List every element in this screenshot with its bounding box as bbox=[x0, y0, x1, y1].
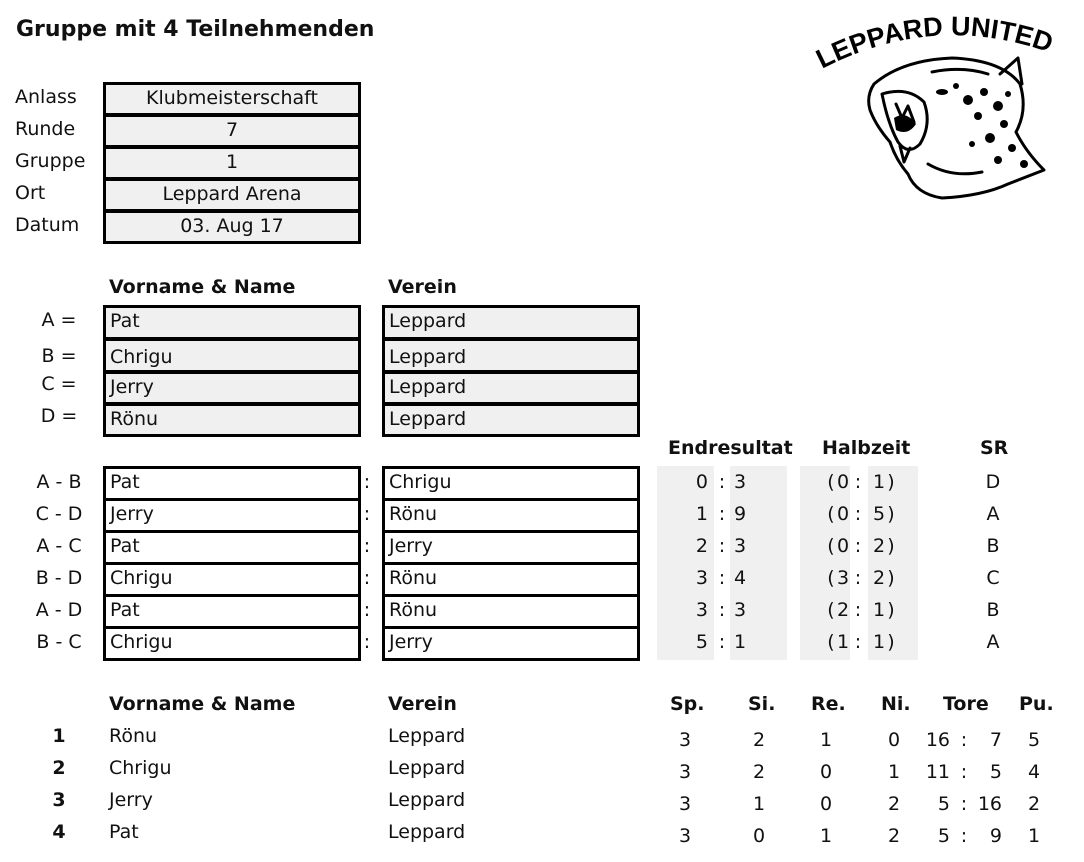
match-pair-label: C - D bbox=[35, 503, 83, 525]
standings-header-sp: Sp. bbox=[670, 693, 705, 715]
standing-tore-for: 11 bbox=[925, 761, 950, 783]
info-label-datum: Datum bbox=[15, 214, 80, 236]
standing-si: 2 bbox=[752, 761, 766, 783]
matches-header-ref: SR bbox=[980, 437, 1009, 459]
standing-pu: 5 bbox=[1027, 729, 1041, 751]
standings-header-re: Re. bbox=[811, 693, 846, 715]
half-score-1[interactable]: 0 bbox=[836, 535, 850, 557]
referee[interactable]: B bbox=[986, 599, 1000, 621]
participant-club-a[interactable]: Leppard bbox=[382, 305, 640, 340]
standing-tore-against: 5 bbox=[989, 761, 1002, 783]
standing-ni: 2 bbox=[887, 825, 901, 847]
participant-name-b[interactable]: Chrigu bbox=[103, 338, 361, 373]
participant-club-c[interactable]: Leppard bbox=[382, 371, 640, 405]
match-player-2[interactable]: Jerry bbox=[382, 530, 640, 565]
final-score-1[interactable]: 3 bbox=[695, 599, 708, 621]
standing-tore-against: 9 bbox=[989, 825, 1002, 847]
match-pair-label: A - B bbox=[36, 471, 82, 493]
standing-tore-separator: : bbox=[960, 729, 968, 751]
leppard-logo bbox=[812, 14, 1074, 204]
half-close-paren: ) bbox=[887, 599, 895, 621]
standings-header-si: Si. bbox=[748, 693, 776, 715]
standing-rank: 4 bbox=[52, 821, 66, 843]
final-score-1[interactable]: 2 bbox=[695, 535, 708, 557]
final-score-2[interactable]: 9 bbox=[734, 503, 747, 525]
standings-header-pu: Pu. bbox=[1019, 693, 1054, 715]
final-score-separator: : bbox=[718, 631, 726, 653]
half-score-2[interactable]: 1 bbox=[872, 599, 886, 621]
half-score-2[interactable]: 2 bbox=[872, 567, 886, 589]
participant-club-b[interactable]: Leppard bbox=[382, 338, 640, 373]
half-open-paren: ( bbox=[827, 535, 835, 557]
referee[interactable]: C bbox=[986, 567, 1000, 589]
match-player-1[interactable]: Jerry bbox=[103, 498, 361, 533]
standing-tore-for: 5 bbox=[937, 825, 950, 847]
standing-sp: 3 bbox=[678, 729, 692, 751]
final-score-1[interactable]: 1 bbox=[695, 503, 708, 525]
half-score-2[interactable]: 2 bbox=[872, 535, 886, 557]
match-player-1[interactable]: Chrigu bbox=[103, 562, 361, 597]
info-label-runde: Runde bbox=[15, 118, 76, 140]
standing-club: Leppard bbox=[388, 725, 466, 747]
referee[interactable]: D bbox=[985, 471, 1001, 493]
leopard-head-icon bbox=[869, 58, 1044, 198]
standing-tore-separator: : bbox=[960, 793, 968, 815]
standing-club: Leppard bbox=[388, 757, 466, 779]
referee[interactable]: A bbox=[986, 503, 1000, 525]
match-pair-label: A - C bbox=[36, 535, 82, 557]
matches-header-final: Endresultat bbox=[668, 437, 793, 459]
standing-re: 1 bbox=[819, 825, 833, 847]
standings-header-club: Verein bbox=[388, 693, 457, 715]
half-close-paren: ) bbox=[887, 535, 895, 557]
match-player-2[interactable]: Rönu bbox=[382, 498, 640, 533]
standing-tore-for: 5 bbox=[937, 793, 950, 815]
half-close-paren: ) bbox=[887, 567, 895, 589]
participant-label-d: D = bbox=[40, 405, 78, 427]
half-open-paren: ( bbox=[827, 503, 835, 525]
half-score-1[interactable]: 0 bbox=[836, 471, 850, 493]
match-pair-label: B - C bbox=[36, 631, 82, 653]
half-score-separator: : bbox=[854, 535, 862, 557]
standing-tore-for: 16 bbox=[925, 729, 950, 751]
standing-club: Leppard bbox=[388, 821, 466, 843]
participant-club-d[interactable]: Leppard bbox=[382, 403, 640, 437]
standing-tore-separator: : bbox=[960, 761, 968, 783]
match-pair-label: A - D bbox=[35, 599, 83, 621]
final-score-1[interactable]: 3 bbox=[695, 567, 708, 589]
standing-name: Chrigu bbox=[109, 757, 172, 779]
standing-club: Leppard bbox=[388, 789, 466, 811]
match-player-2[interactable]: Rönu bbox=[382, 562, 640, 597]
half-score-separator: : bbox=[854, 471, 862, 493]
final-score-separator: : bbox=[718, 471, 726, 493]
participant-name-d[interactable]: Rönu bbox=[103, 403, 361, 437]
referee[interactable]: A bbox=[986, 631, 1000, 653]
final-score-2[interactable]: 4 bbox=[734, 567, 747, 589]
match-player-1[interactable]: Chrigu bbox=[103, 626, 361, 661]
info-value-gruppe[interactable]: 1 bbox=[103, 146, 361, 180]
match-separator: : bbox=[363, 503, 371, 525]
match-separator: : bbox=[363, 567, 371, 589]
standing-re: 0 bbox=[819, 761, 833, 783]
match-separator: : bbox=[363, 471, 371, 493]
standing-name: Jerry bbox=[109, 789, 153, 811]
final-score-separator: : bbox=[718, 503, 726, 525]
standing-ni: 1 bbox=[887, 761, 901, 783]
match-player-2[interactable]: Rönu bbox=[382, 594, 640, 629]
final-score-2[interactable]: 3 bbox=[734, 599, 747, 621]
standing-rank: 2 bbox=[52, 757, 66, 779]
half-close-paren: ) bbox=[887, 631, 895, 653]
half-score-2[interactable]: 5 bbox=[872, 503, 886, 525]
participants-header-club: Verein bbox=[388, 276, 457, 298]
standing-sp: 3 bbox=[678, 793, 692, 815]
info-value-runde[interactable]: 7 bbox=[103, 114, 361, 148]
participant-label-b: B = bbox=[41, 345, 77, 367]
logo-text: LEPPARD UNITED bbox=[812, 14, 1057, 75]
half-score-separator: : bbox=[854, 631, 862, 653]
half-score-1[interactable]: 1 bbox=[836, 631, 850, 653]
participant-label-c: C = bbox=[41, 373, 77, 395]
standing-si: 0 bbox=[752, 825, 766, 847]
page-title: Gruppe mit 4 Teilnehmenden bbox=[16, 17, 375, 42]
final-score-2[interactable]: 3 bbox=[734, 471, 747, 493]
match-player-2[interactable]: Jerry bbox=[382, 626, 640, 661]
standings-header-ni: Ni. bbox=[881, 693, 911, 715]
half-open-paren: ( bbox=[827, 599, 835, 621]
info-value-datum[interactable]: 03. Aug 17 bbox=[103, 210, 361, 244]
half-open-paren: ( bbox=[827, 631, 835, 653]
match-pair-label: B - D bbox=[35, 567, 83, 589]
final-score-separator: : bbox=[718, 567, 726, 589]
match-player-1[interactable]: Pat bbox=[103, 466, 361, 501]
participants-header-name: Vorname & Name bbox=[109, 276, 296, 298]
half-score-1[interactable]: 3 bbox=[836, 567, 850, 589]
half-open-paren: ( bbox=[827, 471, 835, 493]
half-score-separator: : bbox=[854, 599, 862, 621]
standing-name: Pat bbox=[109, 821, 139, 843]
half-score-1[interactable]: 2 bbox=[836, 599, 850, 621]
half-score-2[interactable]: 1 bbox=[872, 471, 886, 493]
standing-pu: 4 bbox=[1027, 761, 1041, 783]
standing-re: 1 bbox=[819, 729, 833, 751]
standing-tore-against: 7 bbox=[989, 729, 1002, 751]
final-score-separator: : bbox=[718, 599, 726, 621]
half-open-paren: ( bbox=[827, 567, 835, 589]
info-label-gruppe: Gruppe bbox=[15, 150, 86, 172]
match-player-1[interactable]: Pat bbox=[103, 594, 361, 629]
standing-si: 1 bbox=[752, 793, 766, 815]
half-score-separator: : bbox=[854, 503, 862, 525]
standing-tore-against: 16 bbox=[977, 793, 1002, 815]
standing-re: 0 bbox=[819, 793, 833, 815]
standing-rank: 1 bbox=[52, 725, 66, 747]
participant-name-a[interactable]: Pat bbox=[103, 305, 361, 340]
final-score-2[interactable]: 3 bbox=[734, 535, 747, 557]
standing-ni: 0 bbox=[887, 729, 901, 751]
standing-si: 2 bbox=[752, 729, 766, 751]
match-player-2[interactable]: Chrigu bbox=[382, 466, 640, 501]
matches-header-half: Halbzeit bbox=[822, 437, 911, 459]
standing-ni: 2 bbox=[887, 793, 901, 815]
final-score-separator: : bbox=[718, 535, 726, 557]
standings-header-tore: Tore bbox=[943, 693, 989, 715]
final-score-2[interactable]: 1 bbox=[734, 631, 747, 653]
half-close-paren: ) bbox=[887, 471, 895, 493]
half-close-paren: ) bbox=[887, 503, 895, 525]
participant-label-a: A = bbox=[41, 309, 77, 331]
final-score-1[interactable]: 5 bbox=[695, 631, 708, 653]
referee[interactable]: B bbox=[986, 535, 1000, 557]
match-player-1[interactable]: Pat bbox=[103, 530, 361, 565]
standing-pu: 1 bbox=[1027, 825, 1041, 847]
standing-sp: 3 bbox=[678, 825, 692, 847]
final-score-1[interactable]: 0 bbox=[695, 471, 708, 493]
info-label-ort: Ort bbox=[15, 182, 46, 204]
standing-rank: 3 bbox=[52, 789, 66, 811]
info-label-anlass: Anlass bbox=[15, 86, 77, 108]
half-score-separator: : bbox=[854, 567, 862, 589]
participant-name-c[interactable]: Jerry bbox=[103, 371, 361, 405]
info-value-anlass[interactable]: Klubmeisterschaft bbox=[103, 82, 361, 116]
match-separator: : bbox=[363, 631, 371, 653]
half-score-2[interactable]: 1 bbox=[872, 631, 886, 653]
half-score-1[interactable]: 0 bbox=[836, 503, 850, 525]
standing-tore-separator: : bbox=[960, 825, 968, 847]
match-separator: : bbox=[363, 535, 371, 557]
standing-name: Rönu bbox=[109, 725, 158, 747]
standings-header-name: Vorname & Name bbox=[109, 693, 296, 715]
info-value-ort[interactable]: Leppard Arena bbox=[103, 178, 361, 212]
standing-pu: 2 bbox=[1027, 793, 1041, 815]
match-separator: : bbox=[363, 599, 371, 621]
standing-sp: 3 bbox=[678, 761, 692, 783]
